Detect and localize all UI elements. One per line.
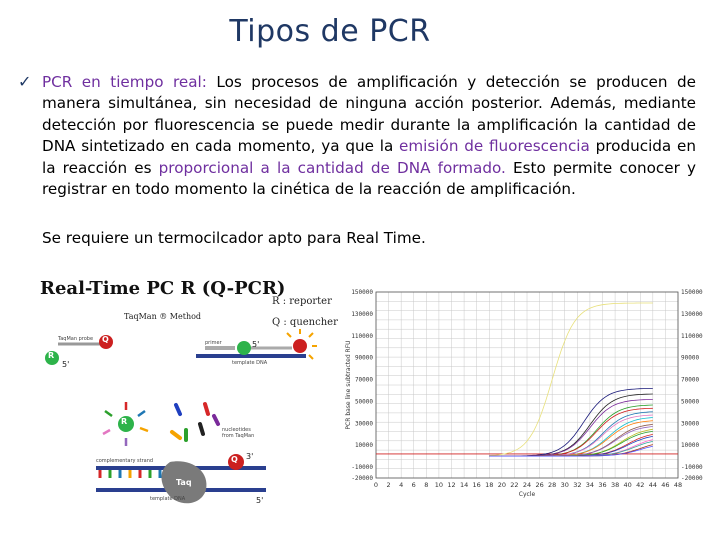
x-tick-label: 32	[573, 481, 582, 489]
lead-term: PCR en tiempo real:	[42, 73, 207, 91]
x-tick-label: 0	[373, 481, 379, 489]
y-tick-label-right: 50000	[681, 398, 700, 406]
x-tick-label: 14	[459, 481, 469, 489]
quencher-letter: Q	[102, 335, 109, 344]
x-tick-label: 38	[610, 481, 620, 489]
x-tick-label: 4	[399, 481, 404, 489]
check-bullet-icon: ✓	[18, 72, 32, 91]
y-tick-label: 130000	[351, 310, 373, 318]
x-tick-label: 26	[535, 481, 544, 489]
x-tick-label: 40	[623, 481, 632, 489]
x-tick-label: 18	[485, 481, 494, 489]
y-tick-label-right: 10000	[681, 442, 700, 450]
y-tick-label: 110000	[351, 332, 373, 340]
quencher-letter-taq: Q	[231, 455, 238, 464]
legend-reporter: R : reporter	[272, 296, 332, 307]
x-tick-label: 2	[386, 481, 391, 489]
x-axis-label: Cycle	[518, 491, 536, 498]
para-text-1: Los procesos de amplificación y detección se producen de manera simultánea, sin necesidad de ninguna acción posterior. Además, mediante detección por fluorescencia se puede medir durante la amplificación la cantidad de DNA sintetizado en cada momento, ya que la	[42, 73, 697, 156]
reporter-letter: R	[48, 351, 55, 360]
x-tick-label: 16	[472, 481, 481, 489]
template-label-1: template DNA	[232, 360, 268, 366]
three-prime-label: 3'	[246, 452, 254, 461]
x-tick-label: 8	[424, 481, 429, 489]
nucleotides-label: nucleotides	[222, 427, 251, 433]
y-tick-label-right: 30000	[681, 420, 700, 428]
reporter-dot-2	[237, 341, 251, 355]
x-tick-label: 36	[598, 481, 607, 489]
quencher-dot-2	[293, 339, 307, 353]
y-tick-label: 30000	[354, 420, 373, 428]
legend-quencher: Q : quencher	[272, 317, 338, 328]
y-tick-label-right: 110000	[681, 332, 703, 340]
probe-illustration	[45, 329, 317, 365]
x-tick-label: 6	[411, 481, 416, 489]
method-label: TaqMan ® Method	[124, 312, 202, 321]
x-tick-label: 24	[522, 481, 532, 489]
y-tick-label: 150000	[351, 289, 373, 296]
para-text-3: Esto permite conocer y registrar en todo momento la cinética de la reacción de amplificación.	[42, 158, 697, 199]
y-tick-label-right: 130000	[681, 310, 703, 318]
y-tick-label: 50000	[354, 398, 373, 406]
y-tick-label: 90000	[354, 354, 373, 362]
x-tick-label: 48	[673, 481, 683, 489]
x-tick-label: 12	[447, 481, 456, 489]
y-tick-label: -10000	[351, 464, 373, 472]
x-tick-label: 34	[585, 481, 595, 489]
template-label-2: template DNA	[150, 496, 186, 502]
requirement-line: Se requiere un termocilcador apto para Real Time.	[42, 229, 426, 247]
y-tick-label-right: 70000	[681, 376, 700, 384]
primer-label: primer	[205, 340, 222, 346]
y-tick-label-right: 90000	[681, 354, 700, 362]
y-axis-label: PCR base line subtracted RFU	[345, 340, 352, 430]
y-tick-label: 10000	[354, 442, 373, 450]
template-strand-1	[196, 354, 306, 358]
amplification-chart	[338, 280, 710, 510]
x-tick-label: 46	[661, 481, 670, 489]
figure-title: Real-Time PC R (Q-PCR)	[40, 278, 286, 299]
from-taqman-label: from TaqMan	[222, 433, 255, 439]
taq-label: Taq	[176, 478, 192, 487]
y-tick-label-right: -10000	[681, 464, 703, 472]
slide-title: Tipos de PCR	[229, 14, 431, 49]
probe-label: TaqMan probe	[58, 336, 94, 342]
x-tick-label: 22	[510, 481, 519, 489]
x-tick-label: 42	[636, 481, 645, 489]
y-tick-label: 70000	[354, 376, 373, 384]
x-tick-label: 10	[434, 481, 444, 489]
y-tick-label-right: -20000	[681, 475, 703, 482]
x-tick-label: 30	[560, 481, 569, 489]
x-tick-label: 20	[497, 481, 506, 489]
five-prime-3: 5'	[256, 496, 264, 505]
x-tick-label: 44	[648, 481, 657, 489]
highlight-proportional: proporcional a la cantidad de DNA formado.	[158, 158, 506, 177]
highlight-emission: emisión de fluorescencia	[399, 137, 590, 156]
five-prime-2: 5'	[252, 340, 260, 349]
y-tick-label: -20000	[351, 475, 373, 482]
y-tick-label-right: 150000	[681, 289, 703, 296]
x-tick-label: 28	[548, 481, 557, 489]
reporter-letter-released: R	[121, 417, 128, 426]
five-prime-1: 5'	[62, 360, 70, 369]
para-text-2: producida en la reacción es	[42, 137, 696, 177]
complementary-label: complementary strand	[96, 458, 154, 464]
